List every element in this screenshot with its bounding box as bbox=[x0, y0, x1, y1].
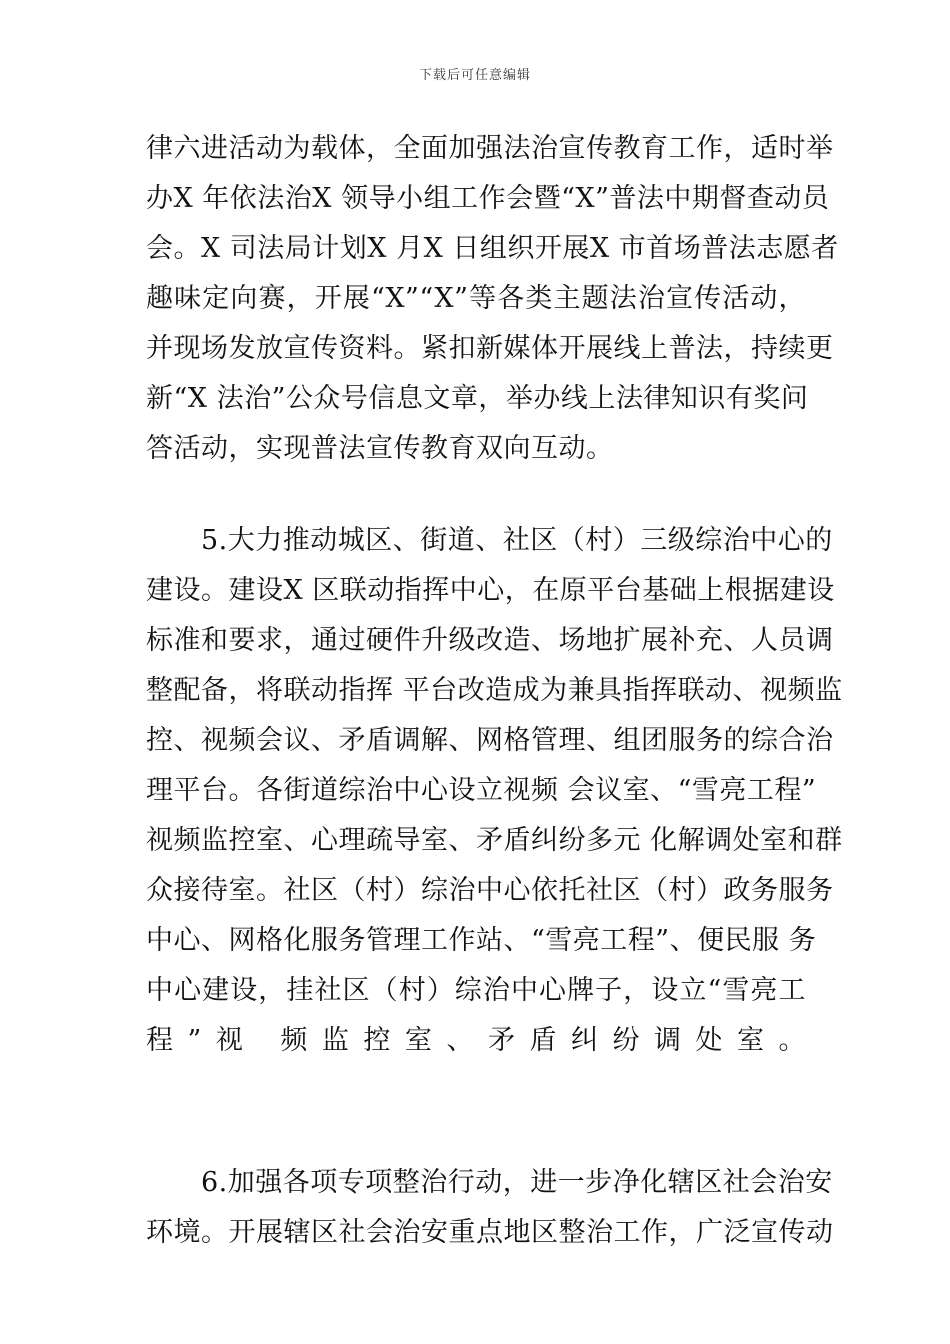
text-line: 6.加强各项专项整治行动，进一步净化辖区社会治安 bbox=[146, 1167, 833, 1198]
paragraph-1 bbox=[146, 124, 839, 474]
text-line: 中心建设，挂社区（村）综治中心牌子，设立“雪亮工 bbox=[146, 975, 806, 1006]
text-line: 办X 年依法治X 领导小组工作会暨“X”普法中期督查动员 bbox=[146, 183, 830, 214]
text-line bbox=[146, 1066, 806, 1116]
page-header: 下载后可任意编辑 bbox=[418, 68, 531, 83]
text-line: 控、视频会议、矛盾调解、网格管理、组团服务的综合治 bbox=[146, 725, 834, 756]
text-line: 整配备，将联动指挥 平台改造成为兼具指挥联动、视频监 bbox=[146, 675, 843, 706]
paragraph-gap bbox=[146, 1116, 806, 1158]
paragraph-2 bbox=[146, 516, 843, 1116]
text-line: 趣味定向赛，开展“X”“X”等各类主题法治宣传活动， bbox=[146, 283, 806, 314]
text-line: 5.大力推动城区、街道、社区（村）三级综治中心的 bbox=[146, 525, 833, 556]
paragraph-gap bbox=[146, 474, 806, 516]
text-line: 并现场发放宣传资料。紧扣新媒体开展线上普法，持续更 bbox=[146, 333, 834, 364]
document-body bbox=[146, 124, 843, 1258]
text-line: 答活动，实现普法宣传教育双向互动。 bbox=[146, 433, 614, 464]
text-line: 理平台。各街道综治中心设立视频 会议室、“雪亮工程” bbox=[146, 775, 817, 806]
text-line: 标准和要求，通过硬件升级改造、场地扩展补充、人员调 bbox=[146, 625, 834, 656]
text-line: 建设。建设X 区联动指挥中心，在原平台基础上根据建设 bbox=[146, 575, 835, 606]
text-line: 众接待室。社区（村）综治中心依托社区（村）政务服务 bbox=[146, 875, 834, 906]
text-line: 视频监控室、心理疏导室、矛盾纠纷多元 化解调处室和群 bbox=[146, 825, 843, 856]
text-line: 程”视 频监控室、矛盾纠纷调处室。 bbox=[146, 1025, 806, 1056]
text-line: 环境。开展辖区社会治安重点地区整治工作，广泛宣传动 bbox=[146, 1217, 834, 1248]
text-line: 会。X 司法局计划X 月X 日组织开展X 市首场普法志愿者 bbox=[146, 233, 839, 264]
text-line: 新“X 法治”公众号信息文章，举办线上法律知识有奖问 bbox=[146, 383, 809, 414]
text-line: 律六进活动为载体，全面加强法治宣传教育工作，适时举 bbox=[146, 133, 834, 164]
text-line: 中心、网格化服务管理工作站、“雪亮工程”、便民服 务 bbox=[146, 925, 817, 956]
paragraph-3 bbox=[146, 1158, 834, 1258]
